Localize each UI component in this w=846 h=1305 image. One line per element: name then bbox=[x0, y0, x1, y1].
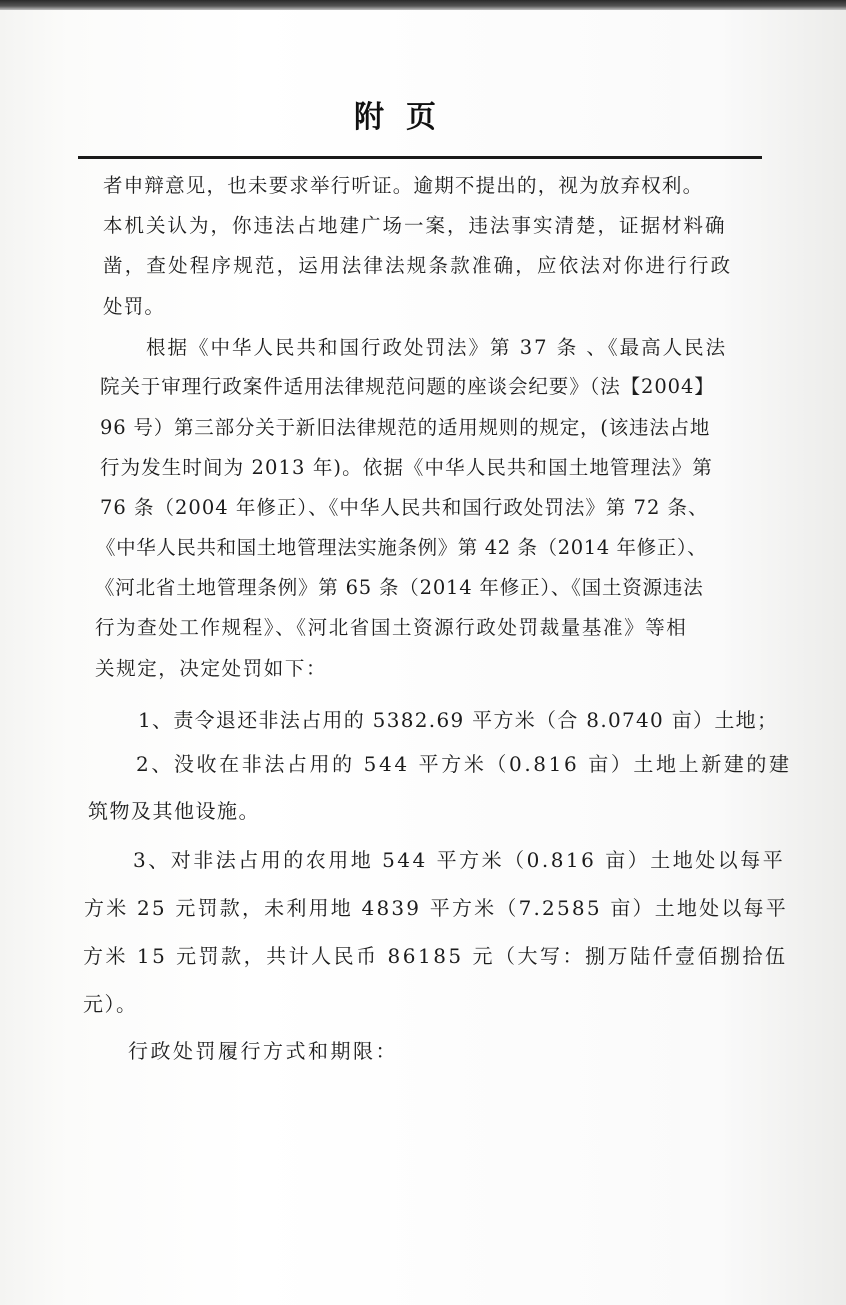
text-line: 方米 25 元罚款，未利用地 4839 平方米（7.2585 亩）土地处以每平 bbox=[84, 896, 788, 920]
text-line: 院关于审理行政案件适用法律规范问题的座谈会纪要》（法【2004】 bbox=[100, 375, 715, 398]
text-line: 96 号）第三部分关于新旧法律规范的适用规则的规定，(该违法占地 bbox=[100, 416, 711, 439]
text-line: 行为发生时间为 2013 年)。依据《中华人民共和国土地管理法》第 bbox=[100, 456, 713, 479]
text-line: 根据《中华人民共和国行政处罚法》第 37 条 、《最高人民法 bbox=[146, 336, 728, 359]
title-divider bbox=[78, 156, 762, 159]
text-line: 元）。 bbox=[83, 992, 138, 1016]
page-title: 附页 bbox=[354, 100, 458, 135]
text-line: 《中华人民共和国土地管理法实施条例》第 42 条（2014 年修正）、 bbox=[96, 536, 708, 559]
text-line: 《河北省土地管理条例》第 65 条（2014 年修正）、《国土资源违法 bbox=[95, 576, 704, 599]
text-line: 行为查处工作规程》、《河北省国土资源行政处罚裁量基准》等相 bbox=[95, 616, 688, 639]
text-line: 凿，查处程序规范，运用法律法规条款准确，应依法对你进行行政 bbox=[103, 254, 733, 277]
text-line: 方米 15 元罚款，共计人民币 86185 元（大写：捌万陆仟壹佰捌拾伍 bbox=[83, 944, 788, 968]
document-page bbox=[0, 10, 846, 1305]
penalty-item-3: 3、对非法占用的农用地 544 平方米（0.816 亩）土地处以每平 bbox=[133, 848, 786, 872]
text-line: 本机关认为，你违法占地建广场一案，违法事实清楚，证据材料确 bbox=[103, 214, 727, 237]
text-line: 筑物及其他设施。 bbox=[88, 799, 260, 823]
text-line: 者申辩意见，也未要求举行听证。逾期不提出的，视为放弃权利。 bbox=[103, 174, 704, 197]
text-line: 处罚。 bbox=[103, 295, 166, 318]
scan-top-edge bbox=[0, 0, 846, 10]
penalty-item-2: 2、没收在非法占用的 544 平方米（0.816 亩）土地上新建的建 bbox=[136, 752, 792, 776]
text-line: 关规定，决定处罚如下： bbox=[95, 657, 328, 680]
penalty-item-1: 1、责令退还非法占用的 5382.69 平方米（合 8.0740 亩）土地； bbox=[138, 708, 779, 732]
section-heading: 行政处罚履行方式和期限： bbox=[128, 1039, 398, 1063]
text-line: 76 条（2004 年修正）、《中华人民共和国行政处罚法》第 72 条、 bbox=[100, 496, 709, 519]
